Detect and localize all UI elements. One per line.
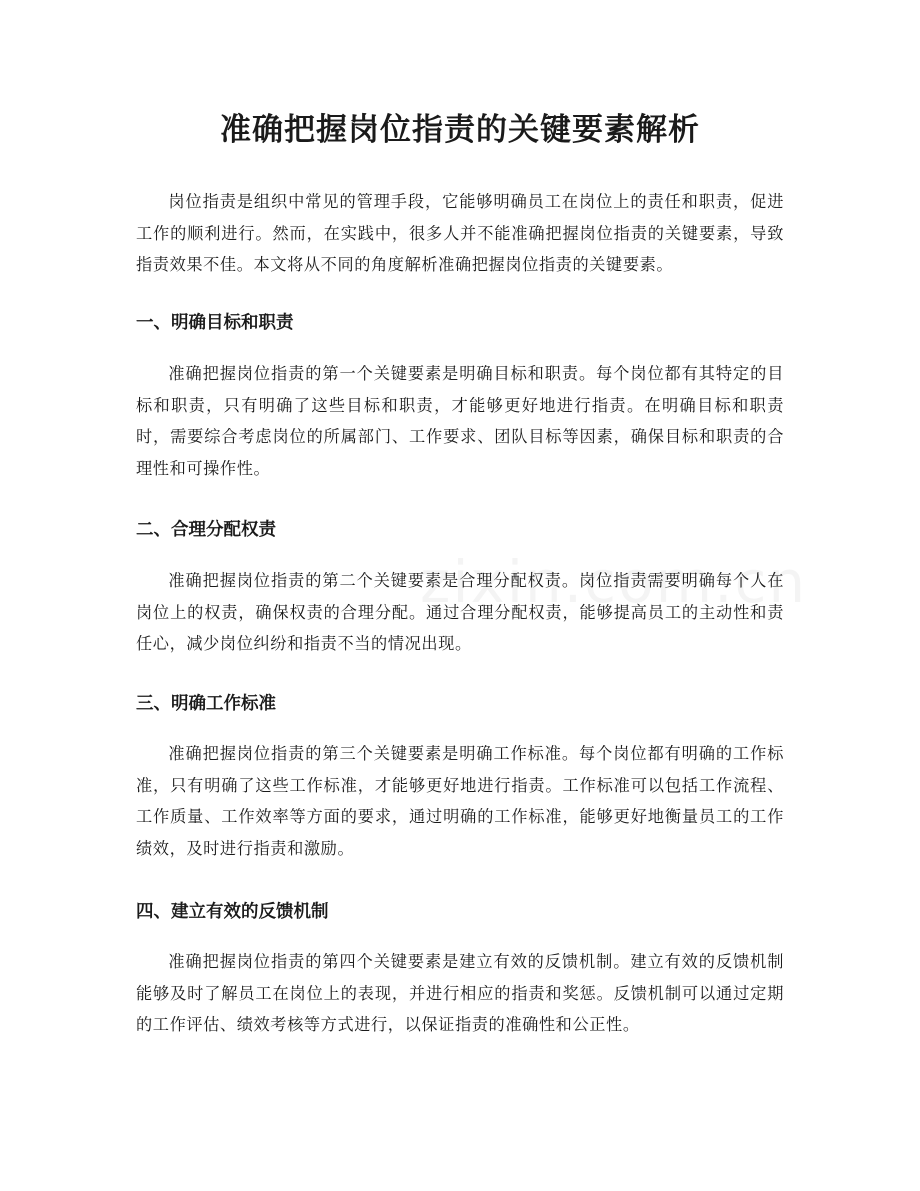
section-body-1: 准确把握岗位指责的第一个关键要素是明确目标和职责。每个岗位都有其特定的目标和职责，只有明确了这些目标和职责，才能够更好地进行指责。在明确目标和职责时，需要综合考虑岗位的所属部门、工作要求、团队目标等因素，确保目标和职责的合理性和可操作性。 [136,364,784,478]
section-heading-3: 三、明确工作标准 [136,694,276,714]
document-title: 准确把握岗位指责的关键要素解析 [220,112,700,148]
section-heading-2: 二、合理分配权责 [136,520,276,540]
section-body-3: 准确把握岗位指责的第三个关键要素是明确工作标准。每个岗位都有明确的工作标准，只有明确了这些工作标准，才能够更好地进行指责。工作标准可以包括工作流程、工作质量、工作效率等方面的要求，通过明确的工作标准，能够更好地衡量员工的工作绩效，及时进行指责和激励。 [136,744,784,858]
section-heading-4: 四、建立有效的反馈机制 [136,902,329,922]
section-heading-1: 一、明确目标和职责 [136,313,294,333]
intro-paragraph: 岗位指责是组织中常见的管理手段，它能够明确员工在岗位上的责任和职责，促进工作的顺利进行。然而，在实践中，很多人并不能准确把握岗位指责的关键要素，导致指责效果不佳。本文将从不同的角度解析准确把握岗位指责的关键要素。 [136,192,784,274]
section-body-2: 准确把握岗位指责的第二个关键要素是合理分配权责。岗位指责需要明确每个人在岗位上的权责，确保权责的合理分配。通过合理分配权责，能够提高员工的主动性和责任心，减少岗位纠纷和指责不当的情况出现。 [136,571,784,653]
section-body-4: 准确把握岗位指责的第四个关键要素是建立有效的反馈机制。建立有效的反馈机制能够及时了解员工在岗位上的表现，并进行相应的指责和奖惩。反馈机制可以通过定期的工作评估、绩效考核等方式进行，以保证指责的准确性和公正性。 [136,952,784,1034]
